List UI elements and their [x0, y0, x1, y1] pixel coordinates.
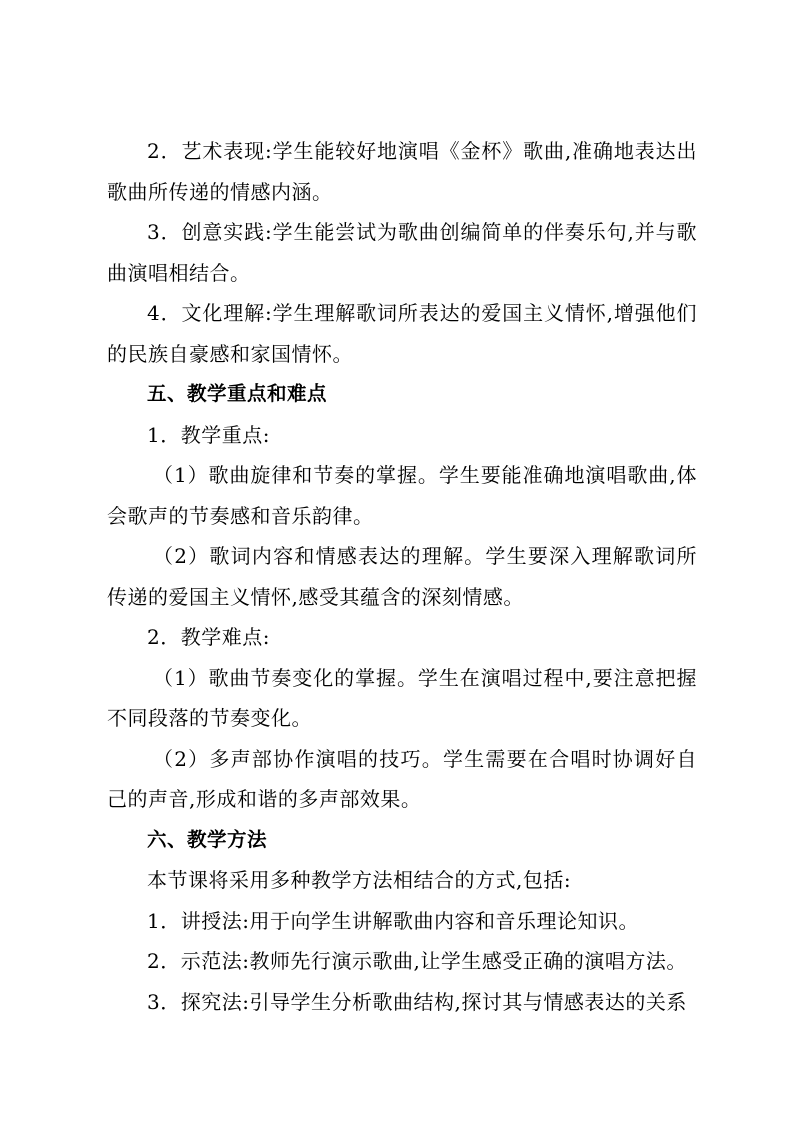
section-heading-key-points: 五、教学重点和难点 — [147, 382, 328, 405]
section-heading-methods: 六、教学方法 — [147, 827, 268, 851]
difficult-points-label: 2．教学难点: — [147, 625, 270, 649]
difficult-point-item: （1）歌曲节奏变化的掌握。学生在演唱过程中,要注意把握不同段落的节奏变化。 — [107, 665, 697, 730]
objective-item: 3．创意实践:学生能尝试为歌曲创编简单的伴奏乐句,并与歌曲演唱相结合。 — [107, 220, 697, 285]
objective-item: 2．艺术表现:学生能较好地演唱《金杯》歌曲,准确地表达出歌曲所传递的情感内涵。 — [107, 139, 697, 204]
method-item: 3．探究法:引导学生分析歌曲结构,探讨其与情感表达的关系 — [147, 989, 687, 1014]
objective-item: 4．文化理解:学生理解歌词所表达的爱国主义情怀,增强他们的民族自豪感和家国情怀。 — [107, 301, 697, 366]
method-item: 2．示范法:教师先行演示歌曲,让学生感受正确的演唱方法。 — [147, 949, 687, 973]
methods-intro: 本节课将采用多种教学方法相结合的方式,包括: — [147, 868, 572, 892]
method-item: 1．讲授法:用于向学生讲解歌曲内容和音乐理论知识。 — [147, 908, 639, 933]
difficult-point-item: （2）多声部协作演唱的技巧。学生需要在合唱时协调好自己的声音,形成和谐的多声部效果。 — [107, 746, 697, 811]
page-content — [107, 131, 697, 1022]
key-point-item: （2）歌词内容和情感表达的理解。学生要深入理解歌词所传递的爱国主义情怀,感受其蕴含的深刻情感。 — [107, 544, 697, 609]
key-points-label: 1．教学重点: — [147, 422, 270, 447]
key-point-item: （1）歌曲旋律和节奏的掌握。学生要能准确地演唱歌曲,体会歌声的节奏感和音乐韵律。 — [107, 463, 697, 528]
